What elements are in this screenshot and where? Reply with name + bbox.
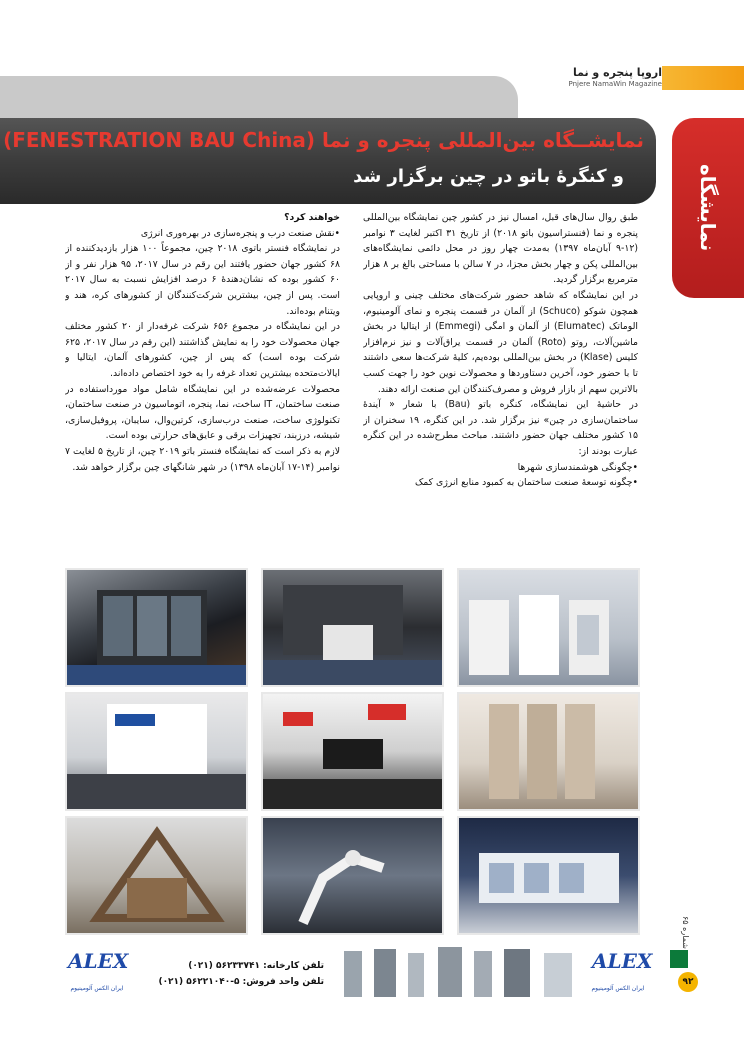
paragraph: طبق روال سال‌های قبل، امسال نیز در کشور چین نمایشگاه بین‌المللی پنجره و نما (فنستراسیون باتو ۲۰۱۸) از تاریخ ۳۱ اکتبر لغایت ۳ نوامبر (۱۲-۹ آبان‌ماه ۱۳۹۷) به‌مدت چهار روز در محل دائمی نمایشگاه‌های بین‌المللی پکن و چهار بخش مجزا، در ۷ سالن با مساحتی بالغ بر ۸ هزار مترمربع برگزار گردید. <box>363 212 638 286</box>
paragraph: لازم به ذکر است که نمایشگاه فنستر باتو ۲۰۱۹ چین، از تاریخ ۵ لغایت ۷ نوامبر (۱۴-۱۷ آبان‌ماه ۱۳۹۸) در شهر شانگهای چین برگزار خواهد شد. <box>65 445 340 473</box>
issue-number: شماره ۶۵ <box>681 916 690 949</box>
exhibition-booth-photo <box>261 692 444 811</box>
paragraph: در این نمایشگاه که شاهد حضور شرکت‌های مختلف چینی و اروپایی همچون شوکو (Schuco) از آلمان در قسمت پنجره و نمای آلومینیوم، الوماتک (Elumatec) از آلمان و امگی (Emmegi) از ایتالیا در بخش ماشین‌آلات، روتو (Roto) آلمان در قسمت یراق‌آلات و نیز نرم‌افزار کلیس (Klase) در بخش بین‌المللی بوده‌یم، کلیهٔ شرکت‌ها سعی داشتند تا با حضور خود، آخرین دستاوردها و محصولات نوین خود را جهت کسب بالاترین سهم از بازار فروش و مصرف‌کنندگان این صنعت ارائه دهند. <box>363 289 638 395</box>
alex-brand-subtitle-right: ایران الکس آلومینیوم <box>591 985 645 992</box>
photo-content <box>459 570 638 685</box>
photo-content <box>263 694 442 809</box>
article-title-line2: و کنگرهٔ باتو در چین برگزار شد <box>353 166 624 187</box>
sales-phone: تلفن واحد فروش: ۵-۵۶۲۲۱۰۴۰ (۰۲۱) <box>158 977 324 987</box>
bullet-item: •نقش صنعت درب و پنجره‌سازی در بهره‌وری انرژی <box>140 227 340 239</box>
magazine-logo-subtitle: Pnjere NamaWin Magazine <box>568 80 662 88</box>
page-number: ۹۲ <box>678 972 698 992</box>
bullet-item: •چگونگی هوشمندسازی شهرها <box>517 461 638 473</box>
photo-content <box>263 818 442 933</box>
window-profiles-graphic <box>334 945 584 999</box>
section-label: نمایشگاه <box>696 164 720 252</box>
paragraph: در این نمایشگاه در مجموع ۶۵۶ شرکت غرفه‌دار از ۲۰ کشور مختلف جهان محصولات خود را به نمایش گذاشتند (این رقم در سال ۲۰۱۷، ۶۲۵ شرکت بوده است) که پس از چین، کشورهای آلمان، ایتالیا و ایالات‌متحده بیشترین تعداد غرفه را به خود اختصاص داده‌اند. <box>65 321 340 379</box>
article-column-left <box>65 210 340 562</box>
magazine-logo-bar <box>662 66 744 90</box>
alex-advertisement <box>64 941 653 1003</box>
exhibition-booth-photo <box>261 816 444 935</box>
exhibition-booth-photo <box>457 692 640 811</box>
magazine-small-logo <box>670 950 688 968</box>
paragraph: در نمایشگاه فنستر باتوی ۲۰۱۸ چین، مجموعاً ۱۰۰ هزار بازدیدکننده از ۶۸ کشور جهان حضور یافتند این رقم در سال ۲۰۱۷، ۹۵ هزار نفر و از ۶۰ کشور بوده که نشان‌دهندهٔ ۶ درصد افزایش نسبت به سال ۲۰۱۷ است. پس از چین، بیشترین شرکت‌کنندگان از کشورهای کره، هند و ویتنام بوده‌اند. <box>65 243 340 317</box>
exhibition-booth-photo <box>457 568 640 687</box>
photo-content <box>263 570 442 685</box>
exhibition-booth-photo <box>65 568 248 687</box>
paragraph: در حاشیهٔ این نمایشگاه، کنگره باتو (Bau) با شعار « آیندهٔ ساختمان‌سازی در چین» نیز برگزار شد. در این کنگره، ۱۹ سخنران از ۱۵ کشور مختلف جهان حضور داشتند. مباحث مطرح‌شده در این کنگره عبارت بودند از: <box>363 399 638 457</box>
alex-brand: ALEX <box>68 949 129 973</box>
exhibition-booth-photo <box>457 816 640 935</box>
photo-content <box>67 570 246 685</box>
paragraph: محصولات عرضه‌شده در این نمایشگاه شامل مواد مورداستفاده در صنعت ساختمان، IT ساخت، نما، پنجره، اتوماسیون در صنعت ساختمان، تکنولوژی ساخت، صنعت درب‌سازی، کرتین‌وال، سایبان، پروفیل‌سازی، شیشه، درزبند، تجهیزات برقی و عایق‌های حرارتی بوده است. <box>65 383 340 442</box>
exhibition-booth-photo <box>65 816 248 935</box>
window-profiles-image <box>334 945 584 999</box>
exhibition-booth-photo <box>261 568 444 687</box>
article-title-line1: نمایشــگاه بین‌المللی پنجره و نما (FENESTRATION BAU China) <box>3 128 644 152</box>
factory-phone: تلفن کارخانه: ۵۶۲۳۳۷۴۱ (۰۲۱) <box>188 961 324 971</box>
header-grey-shape <box>0 76 518 122</box>
paragraph: خواهند کرد؟ <box>284 212 340 223</box>
alex-logo-right <box>592 949 653 985</box>
photo-content <box>459 694 638 809</box>
article-column-right <box>363 210 638 562</box>
photo-content <box>67 694 246 809</box>
alex-logo-left <box>68 949 129 985</box>
magazine-logo: اروپا پنجره و نما <box>572 66 662 79</box>
exhibition-booth-photo <box>65 692 248 811</box>
alex-brand: ALEX <box>592 949 653 973</box>
photo-content <box>459 818 638 933</box>
photo-content <box>67 818 246 933</box>
bullet-item: •چگونه توسعهٔ صنعت ساختمان به کمبود منابع انرژی کمک <box>414 477 638 489</box>
alex-brand-subtitle-left: ایران الکس آلومینیوم <box>70 985 124 992</box>
